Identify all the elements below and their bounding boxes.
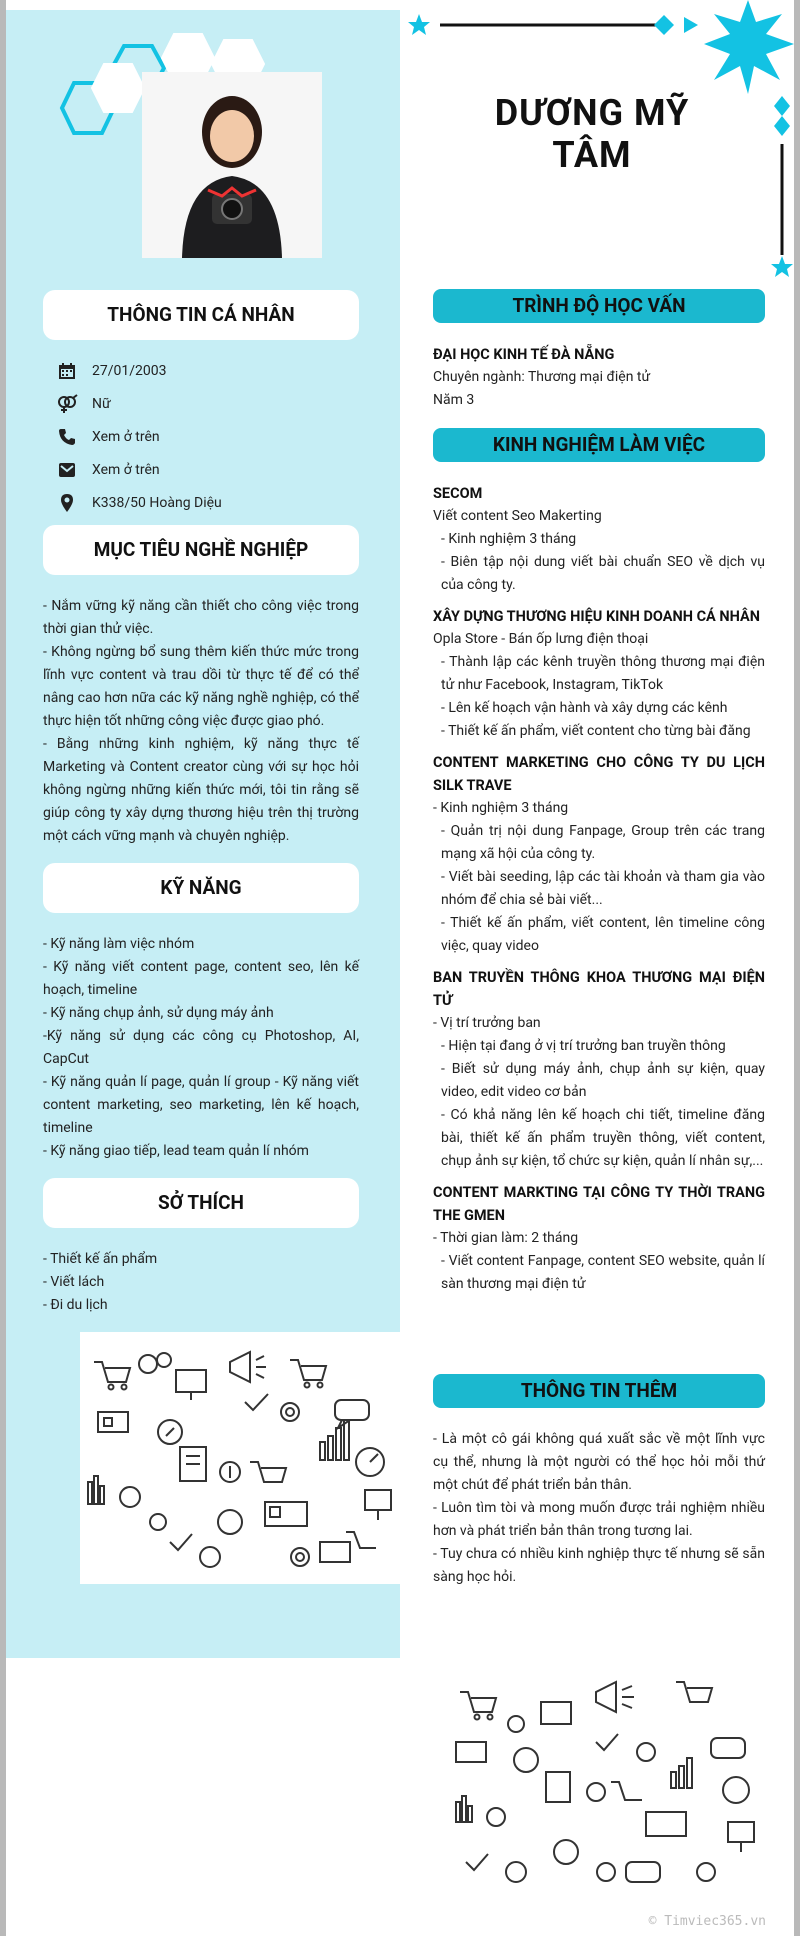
phone-row [56,426,160,448]
address-value: K338/50 Hoàng Diệu [92,495,222,511]
gender-icon [56,393,78,415]
profile-photo [142,72,322,258]
calendar-icon [56,360,78,382]
skill-item: - Kỹ năng làm việc nhóm [43,936,195,952]
objective-title: MỤC TIÊU NGHỀ NGHIỆP [43,525,359,575]
year: Năm 3 [433,392,475,408]
objective-line: - Nắm vững kỹ năng cần thiết cho công việc trong thời gian thử việc. [43,598,359,637]
location-pin-icon [56,492,78,514]
objective-line: - Bằng những kinh nghiệm, kỹ năng thực tế Marketing và Content creator cùng với sự học hỏi không ngừng những kiến thức mới, tôi tin rằng sẽ giúp công ty xây dựng thương hiệu trên thị trường một cách vững mạnh và chuyên nghiệp. [43,736,359,844]
objective-line: - Không ngừng bổ sung thêm kiến thức mức trong lĩnh vực content và trau dồi từ thực tế để có thể nâng cao hơn nữa các kỹ năng nghề nghiệp, có thể thực hiện tốt những công việc được giao phó. [43,644,359,729]
job-org: BAN TRUYỀN THÔNG KHOA THƯƠNG MẠI ĐIỆN TỬ [433,969,765,1009]
job-line: Opla Store - Bán ốp lưng điện thoại [433,631,649,647]
email-row [56,459,160,481]
skill-item: - Kỹ năng quản lí page, quản lí group - Kỹ năng viết content marketing, seo marketing, lên kế hoạch, timeline [43,1074,359,1136]
birthday-value: 27/01/2003 [92,363,167,379]
extra-info-content [433,1428,765,1589]
skill-item: - Kỹ năng chụp ảnh, sử dụng máy ảnh [43,1005,274,1021]
extra-line: - Luôn tìm tòi và mong muốn được trải nghiệm nhiều hơn và phát triển bản thân trong tương lai. [433,1500,765,1539]
job-line: - Lên kế hoạch vận hành và xây dựng các kênh [441,700,728,716]
education-title: TRÌNH ĐỘ HỌC VẤN [433,289,765,323]
left-column [6,10,400,1658]
education-content [433,343,765,412]
objective-text [43,595,359,848]
extra-line: - Là một cô gái không quá xuất sắc về một lĩnh vực cụ thể, nhưng là một người có thể học hỏi mỗi thứ một chút để phát triển bản thân. [433,1431,765,1493]
email-value: Xem ở trên [92,462,160,478]
phone-value: Xem ở trên [92,429,160,445]
skill-item: -Kỹ năng sử dụng các công cụ Photoshop, AI, CapCut [43,1028,359,1067]
hobby-item: - Đi du lịch [43,1297,108,1313]
cv-page [6,0,794,1936]
hobbies-list [43,1248,359,1317]
skills-title: KỸ NĂNG [43,863,359,913]
mail-icon [56,459,78,481]
job-org: CONTENT MARKTING TẠI CÔNG TY THỜI TRANG THE GMEN [433,1184,765,1224]
personal-info-title: THÔNG TIN CÁ NHÂN [43,290,359,340]
marketing-doodle-icon [80,1332,400,1584]
job-line: - Vị trí trưởng ban [433,1015,541,1031]
major: Chuyên ngành: Thương mại điện tử [433,369,651,385]
school-name: ĐẠI HỌC KINH TẾ ĐÀ NẴNG [433,346,615,363]
extra-line: - Tuy chưa có nhiều kinh nghiệp thực tế nhưng sẽ sẵn sàng học hỏi. [433,1546,765,1585]
candidate-name: DƯƠNG MỸ TÂM [494,92,690,176]
hobby-item: - Thiết kế ấn phẩm [43,1251,158,1267]
experience-title: KINH NGHIỆM LÀM VIỆC [433,428,765,462]
job-line: - Thời gian làm: 2 tháng [433,1230,579,1246]
job-line: - Biên tập nội dung viết bài chuẩn SEO về dịch vụ của công ty. [441,554,765,593]
skills-list [43,933,359,1163]
job-org: SECOM [433,485,483,502]
job-line: - Viết bài seeding, lập các tài khoản và tham gia vào nhóm để chia sẻ bài viết... [441,869,765,908]
job-line: - Biết sử dụng máy ảnh, chụp ảnh sự kiện, quay video, edit video cơ bản [441,1061,765,1100]
job-line: - Có khả năng lên kế hoạch chi tiết, timeline đăng bài, thiết kế ấn phẩm truyền thông, viết content, chụp ảnh sự kiện, tổ chức sự kiện, quản lí nhân sự,... [441,1107,765,1169]
experience-content [433,482,765,1296]
hobbies-title: SỞ THÍCH [43,1178,359,1228]
skill-item: - Kỹ năng viết content page, content seo, lên kế hoạch, timeline [43,959,359,998]
job-line: - Viết content Fanpage, content SEO website, quản lí sàn thương mại điện tử [441,1253,765,1292]
footer-credit: © Timviec365.vn [648,1914,766,1929]
job-line: - Quản trị nội dung Fanpage, Group trên các trang mạng xã hội của công ty. [441,823,765,862]
job-line: - Thành lập các kênh truyền thông thương mại điện tử như Facebook, Instagram, TikTok [441,654,765,693]
photo-area [52,28,322,258]
marketing-illustration [80,1332,400,1584]
job-line: Viết content Seo Makerting [433,508,602,524]
avatar [142,72,322,258]
job-org: XÂY DỰNG THƯƠNG HIỆU KINH DOANH CÁ NHÂN [433,608,760,625]
job-org: CONTENT MARKETING CHO CÔNG TY DU LỊCH SILK TRAVE [433,754,765,794]
job-line: - Kinh nghiệm 3 tháng [441,531,577,547]
bottom-illustration [446,1672,776,1894]
gender-row [56,393,111,415]
extra-info-title: THÔNG TIN THÊM [433,1374,765,1408]
hobby-item: - Viết lách [43,1274,105,1290]
skill-item: - Kỹ năng giao tiếp, lead team quản lí nhóm [43,1143,309,1159]
job-line: - Thiết kế ấn phẩm, viết content, lên timeline công việc, quay video [441,915,765,954]
job-line: - Kinh nghiệm 3 tháng [433,800,569,816]
marketing-doodle-icon [446,1672,776,1894]
address-row [56,492,222,514]
job-line: - Hiện tại đang ở vị trí trưởng ban truyền thông [441,1038,726,1054]
birthday-row [56,360,167,382]
gender-value: Nữ [92,396,111,412]
job-line: - Thiết kế ấn phẩm, viết content cho từng bài đăng [441,723,751,739]
phone-icon [56,426,78,448]
